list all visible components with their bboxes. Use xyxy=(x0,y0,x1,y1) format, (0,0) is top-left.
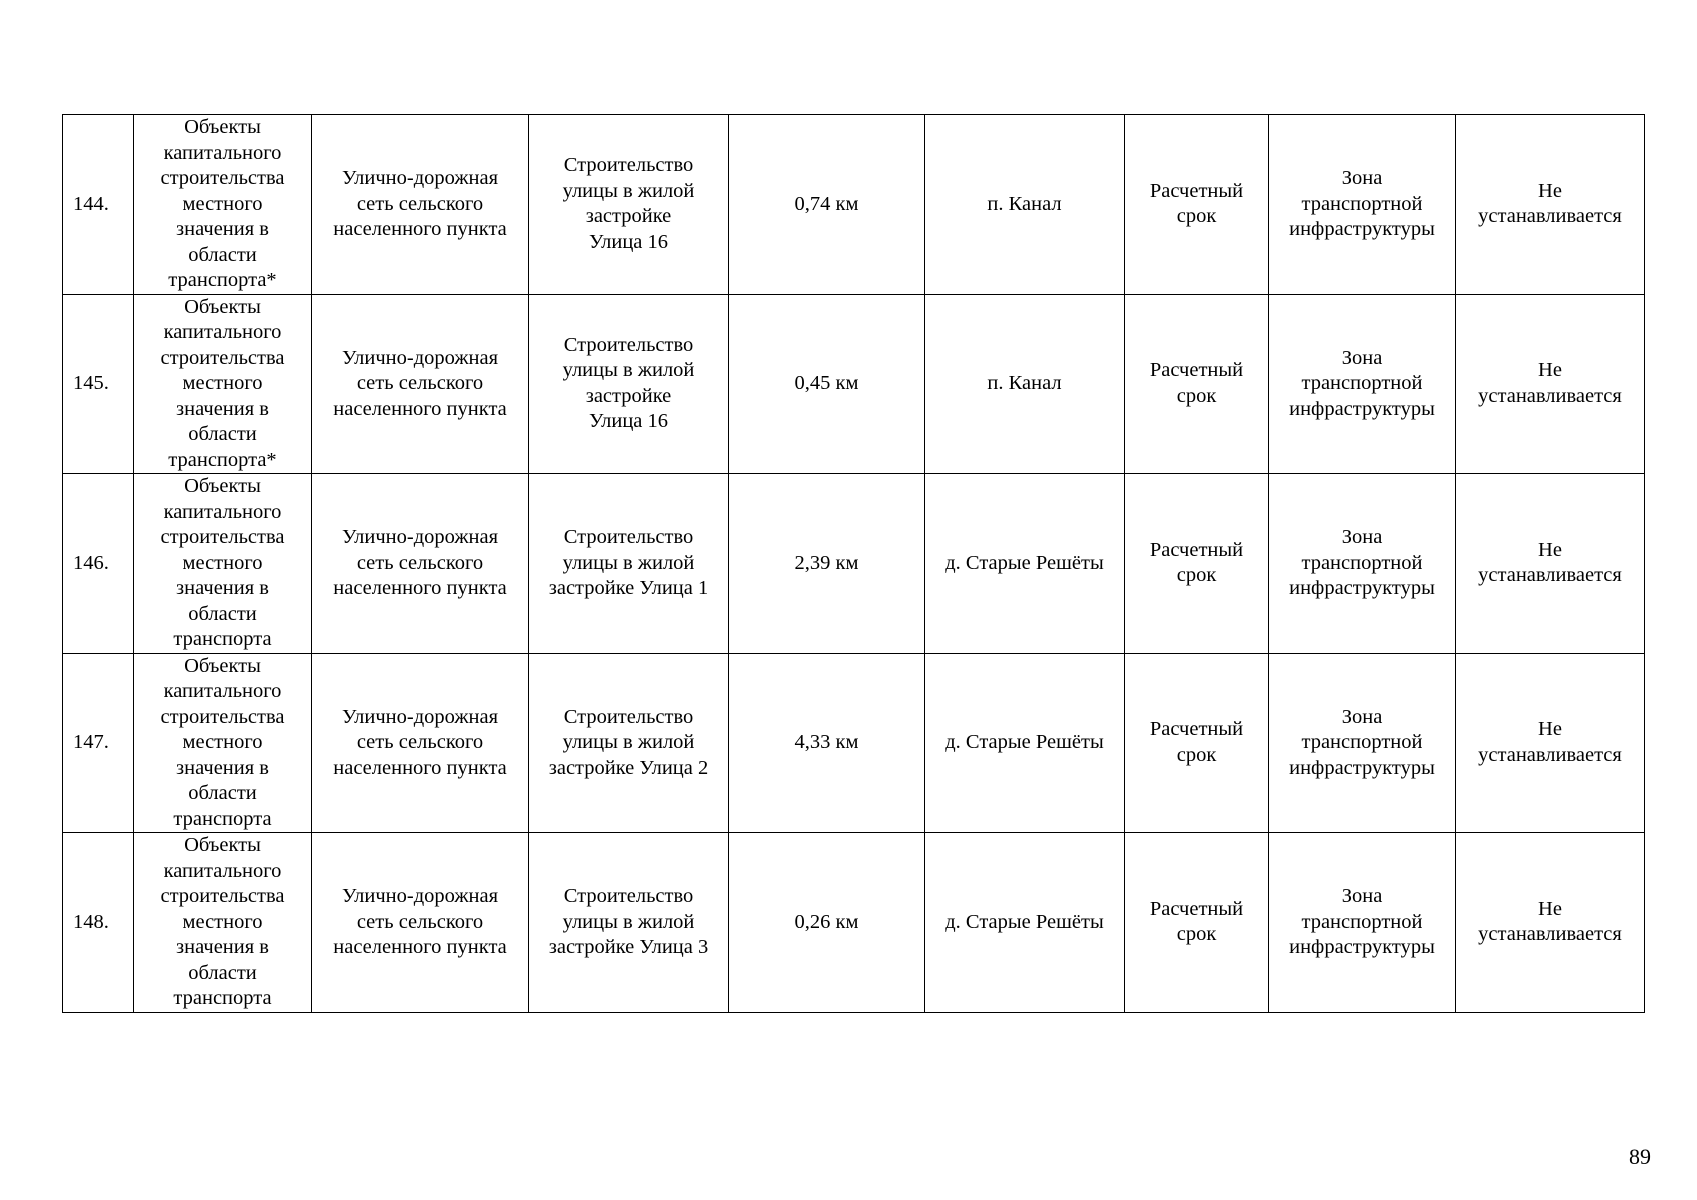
restriction-cell: Не устанавливается xyxy=(1456,474,1645,654)
object-type-cell: Объекты капитального строительства местного значения в области транспорта xyxy=(134,653,312,833)
object-category-cell: Улично-дорожная сеть сельского населенного пункта xyxy=(312,474,529,654)
zone-cell: Зона транспортной инфраструктуры xyxy=(1269,653,1456,833)
object-category-cell: Улично-дорожная сеть сельского населенного пункта xyxy=(312,294,529,474)
table-row xyxy=(63,653,1645,833)
location-cell: д. Старые Решёты xyxy=(925,833,1125,1013)
table-row xyxy=(63,294,1645,474)
object-category-cell: Улично-дорожная сеть сельского населенного пункта xyxy=(312,653,529,833)
table-row xyxy=(63,833,1645,1013)
row-number-cell: 148. xyxy=(63,833,134,1013)
location-cell: п. Канал xyxy=(925,294,1125,474)
object-description-cell: Строительство улицы в жилой застройке Улица 16 xyxy=(529,115,729,295)
restriction-cell: Не устанавливается xyxy=(1456,653,1645,833)
object-type-cell: Объекты капитального строительства местного значения в области транспорта xyxy=(134,833,312,1013)
location-cell: д. Старые Решёты xyxy=(925,474,1125,654)
object-type-cell: Объекты капитального строительства местного значения в области транспорта* xyxy=(134,115,312,295)
object-description-cell: Строительство улицы в жилой застройке Улица 16 xyxy=(529,294,729,474)
row-number-cell: 145. xyxy=(63,294,134,474)
object-type-cell: Объекты капитального строительства местного значения в области транспорта xyxy=(134,474,312,654)
zone-cell: Зона транспортной инфраструктуры xyxy=(1269,833,1456,1013)
length-cell: 2,39 км xyxy=(729,474,925,654)
zone-cell: Зона транспортной инфраструктуры xyxy=(1269,294,1456,474)
zone-cell: Зона транспортной инфраструктуры xyxy=(1269,115,1456,295)
restriction-cell: Не устанавливается xyxy=(1456,833,1645,1013)
object-description-cell: Строительство улицы в жилой застройке Улица 1 xyxy=(529,474,729,654)
page-number: 89 xyxy=(1629,1144,1651,1169)
term-cell: Расчетный срок xyxy=(1125,294,1269,474)
length-cell: 0,74 км xyxy=(729,115,925,295)
object-type-cell: Объекты капитального строительства местного значения в области транспорта* xyxy=(134,294,312,474)
row-number-cell: 147. xyxy=(63,653,134,833)
length-cell: 0,26 км xyxy=(729,833,925,1013)
row-number-cell: 144. xyxy=(63,115,134,295)
location-cell: п. Канал xyxy=(925,115,1125,295)
term-cell: Расчетный срок xyxy=(1125,653,1269,833)
term-cell: Расчетный срок xyxy=(1125,115,1269,295)
objects-table xyxy=(62,114,1645,1013)
restriction-cell: Не устанавливается xyxy=(1456,294,1645,474)
table-row xyxy=(63,474,1645,654)
table-row xyxy=(63,115,1645,295)
length-cell: 4,33 км xyxy=(729,653,925,833)
object-description-cell: Строительство улицы в жилой застройке Улица 3 xyxy=(529,833,729,1013)
term-cell: Расчетный срок xyxy=(1125,833,1269,1013)
row-number-cell: 146. xyxy=(63,474,134,654)
object-category-cell: Улично-дорожная сеть сельского населенного пункта xyxy=(312,115,529,295)
term-cell: Расчетный срок xyxy=(1125,474,1269,654)
restriction-cell: Не устанавливается xyxy=(1456,115,1645,295)
length-cell: 0,45 км xyxy=(729,294,925,474)
location-cell: д. Старые Решёты xyxy=(925,653,1125,833)
zone-cell: Зона транспортной инфраструктуры xyxy=(1269,474,1456,654)
object-description-cell: Строительство улицы в жилой застройке Улица 2 xyxy=(529,653,729,833)
object-category-cell: Улично-дорожная сеть сельского населенного пункта xyxy=(312,833,529,1013)
